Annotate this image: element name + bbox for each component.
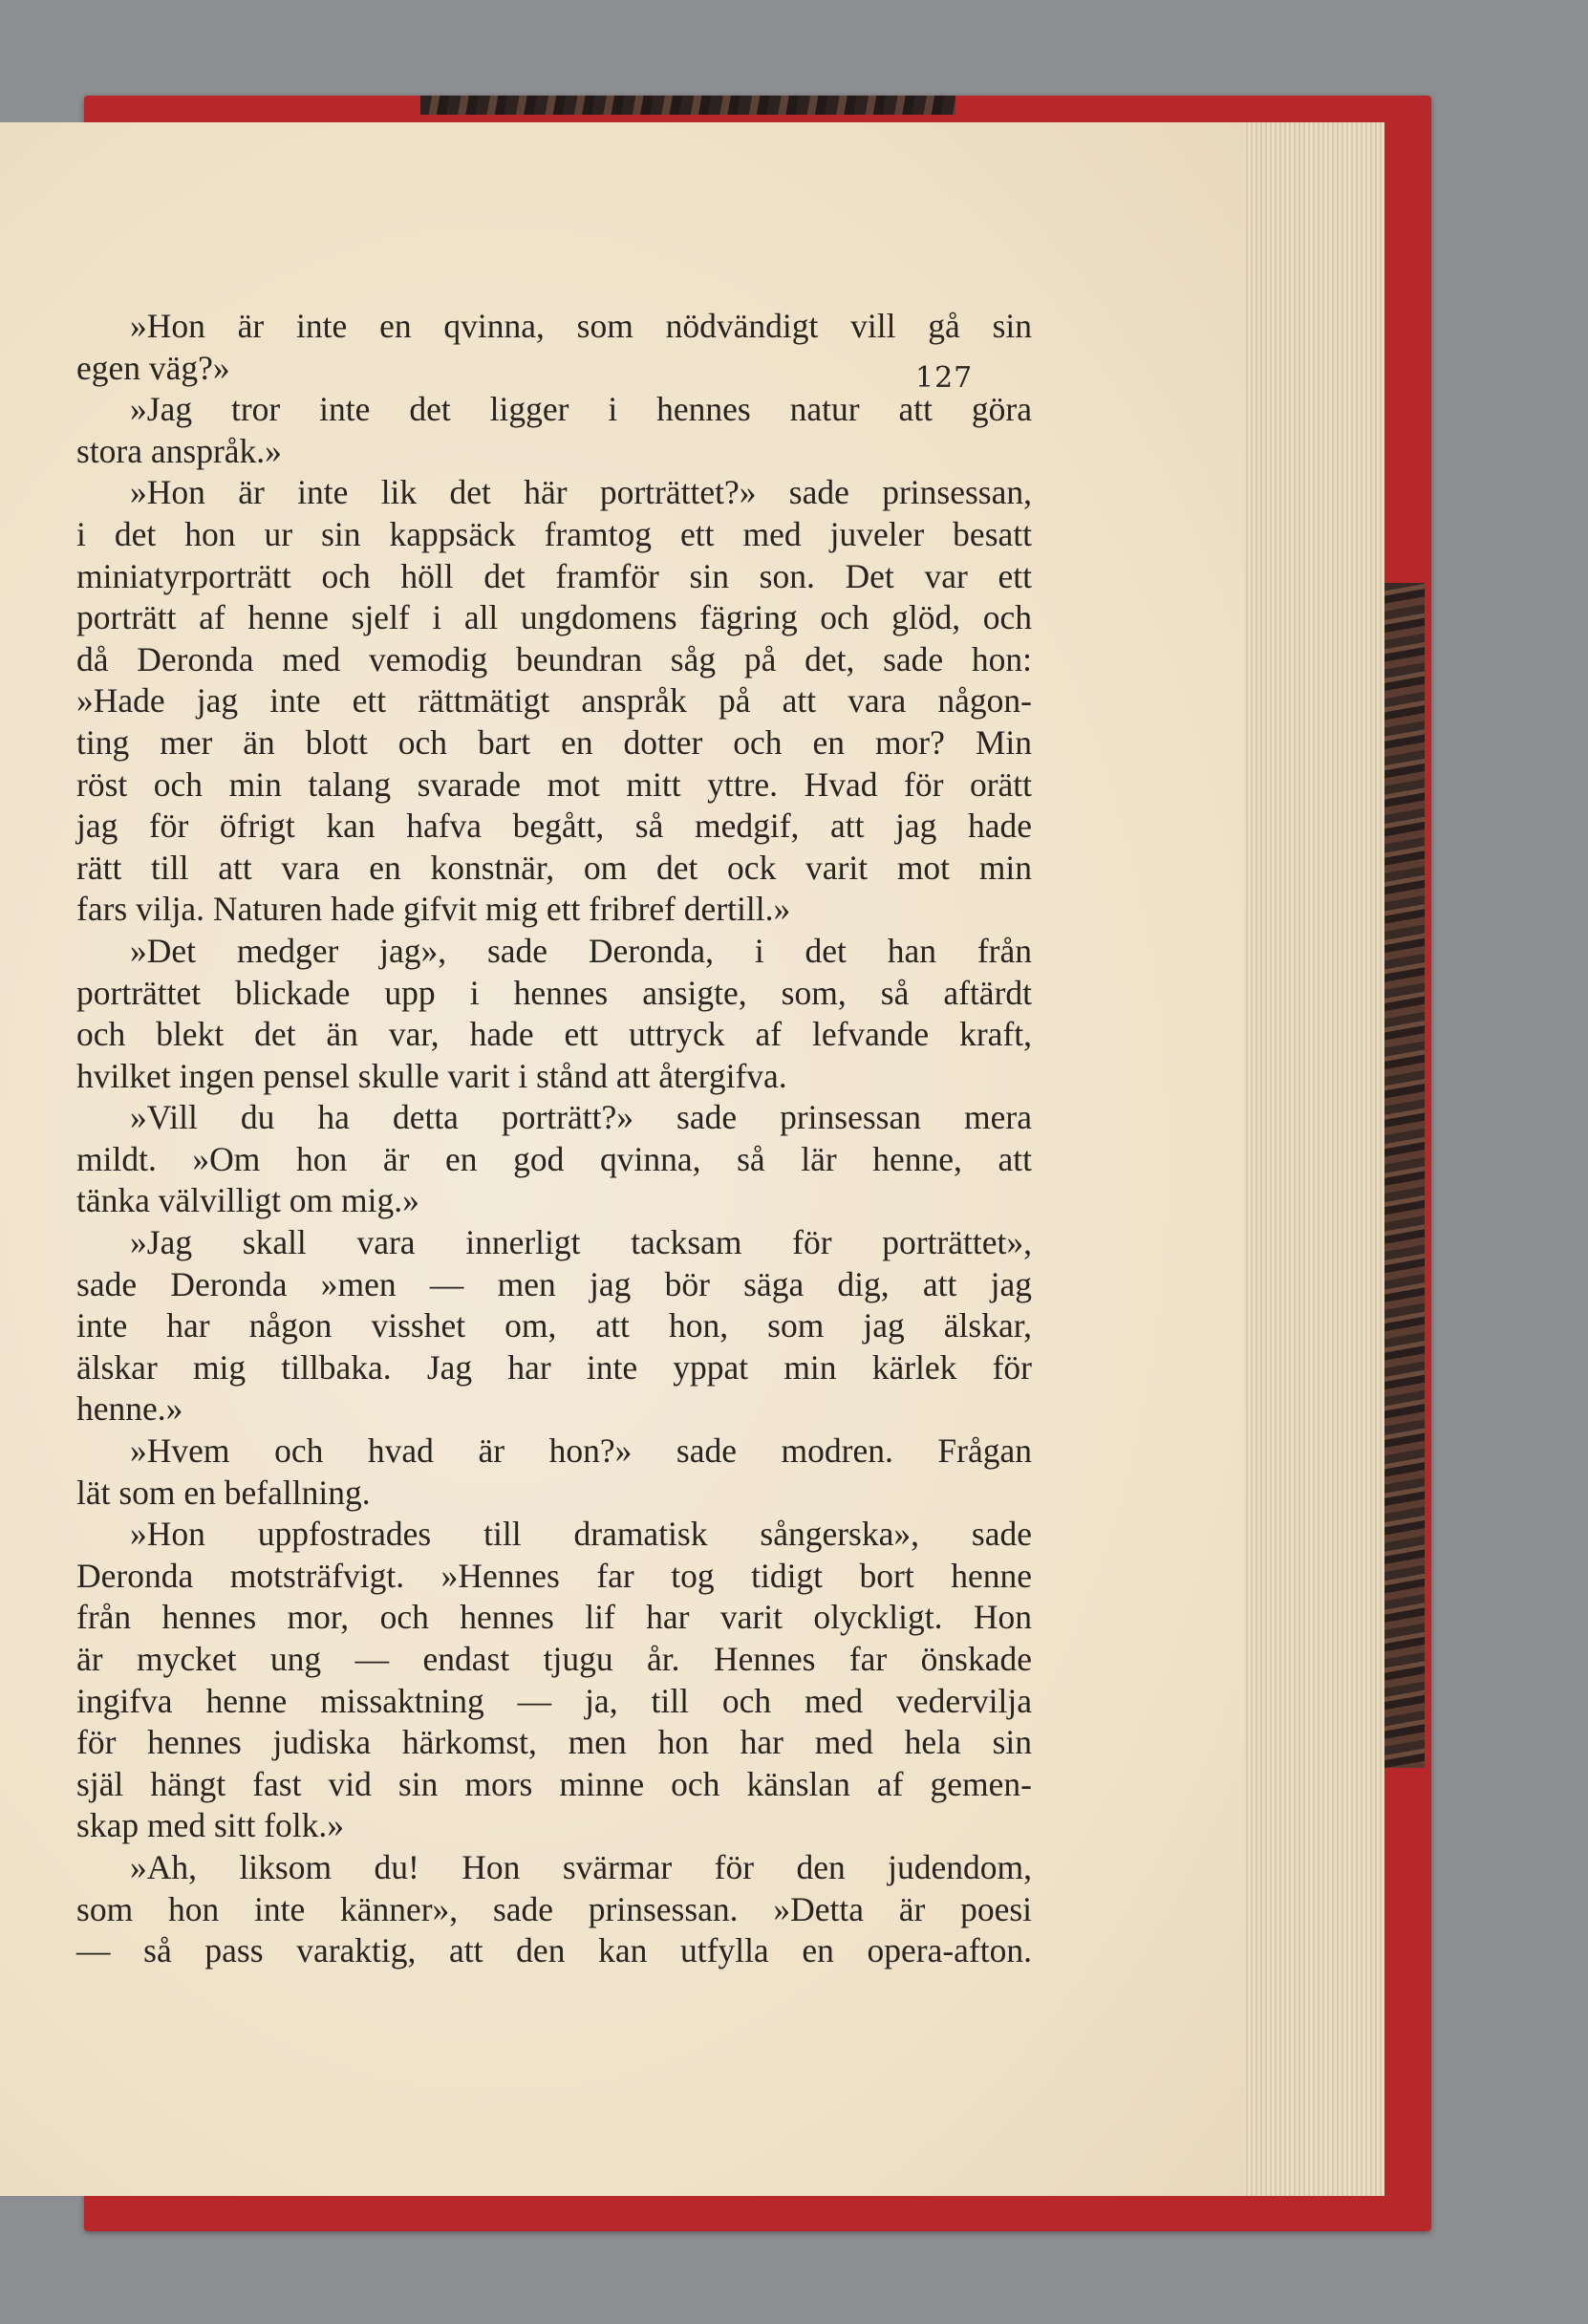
page-number: 127 — [915, 361, 974, 395]
text-line: fars vilja. Naturen hade gifvit mig ett fribref dertill.» — [76, 890, 791, 929]
text-line: röst och min talang svarade mot mitt yttre. Hvad för orätt — [76, 764, 1032, 804]
text-line: skap med sitt folk.» — [76, 1806, 345, 1845]
text-line: själ hängt fast vid sin mors minne och känslan af gemen- — [76, 1764, 1032, 1803]
text-line: »Hon uppfostrades till dramatisk sångerska», sade — [130, 1515, 1032, 1554]
text-line: inte har någon visshet om, att hon, som jag älskar, — [76, 1306, 1032, 1345]
text-line: porträtt af henne sjelf i all ungdomens fägring och glöd, och — [76, 598, 1032, 637]
text-line: som hon inte känner», sade prinsessan. »Detta är poesi — [76, 1889, 1032, 1928]
text-line: »Ah, liksom du! Hon svärmar för den judendom, — [130, 1847, 1032, 1886]
text-line: henne.» — [76, 1389, 183, 1429]
page-block-edge — [1242, 122, 1384, 2196]
text-line: för hennes judiska härkomst, men hon har med hela sin — [76, 1723, 1032, 1762]
marbled-spine — [1381, 583, 1425, 1768]
text-line: stora anspråk.» — [76, 431, 282, 470]
text-line: jag för öfrigt kan hafva begått, så medgif, att jag hade — [76, 807, 1032, 846]
text-line: »Hon är inte lik det här porträttet?» sade prinsessan, — [130, 473, 1032, 512]
text-line: ting mer än blott och bart en dotter och en mor? Min — [76, 722, 1032, 762]
text-line: egen väg?» — [76, 348, 230, 387]
text-line: porträttet blickade upp i hennes ansigte, som, så aftärdt — [76, 973, 1032, 1012]
text-line: tänka välvilligt om mig.» — [76, 1181, 419, 1220]
text-line: »Jag tror inte det ligger i hennes natur att göra — [130, 390, 1032, 429]
text-line: från hennes mor, och hennes lif har varit olyckligt. Hon — [76, 1598, 1032, 1637]
text-line: »Hon är inte en qvinna, som nödvändigt vill gå sin — [130, 307, 1032, 345]
text-line: sade Deronda »men — men jag bör säga dig, att jag — [76, 1264, 1032, 1303]
text-line: ingifva henne missaktning — ja, till och med vedervilja — [76, 1681, 1032, 1720]
text-line: rätt till att vara en konstnär, om det ock varit mot min — [76, 848, 1032, 887]
text-line: — så pass varaktig, att den kan utfylla en opera-afton. — [76, 1931, 1032, 1970]
text-line: är mycket ung — endast tjugu år. Hennes far önskade — [76, 1640, 1032, 1678]
text-line: mildt. »Om hon är en god qvinna, så lär henne, att — [76, 1139, 1032, 1178]
page-text — [76, 306, 1032, 1972]
text-line: och blekt det än var, hade ett uttryck af lefvande kraft, — [76, 1015, 1032, 1054]
text-line: älskar mig tillbaka. Jag har inte yppat min kärlek för — [76, 1347, 1032, 1387]
text-line: lät som en befallning. — [76, 1473, 371, 1512]
text-line: »Hade jag inte ett rättmätigt anspråk på att vara någon- — [76, 681, 1032, 721]
marbled-top-edge — [420, 96, 955, 115]
text-line: hvilket ingen pensel skulle varit i stånd att återgifva. — [76, 1056, 787, 1095]
text-line: »Jag skall vara innerligt tacksam för porträttet», — [130, 1223, 1032, 1262]
text-line: i det hon ur sin kappsäck framtog ett med juveler besatt — [76, 514, 1032, 553]
text-line: Deronda motsträfvigt. »Hennes far tog tidigt bort henne — [76, 1556, 1032, 1595]
text-line: miniatyrporträtt och höll det framför sin son. Det var ett — [76, 556, 1032, 595]
text-line: »Det medger jag», sade Deronda, i det han från — [130, 931, 1032, 970]
text-line: »Vill du ha detta porträtt?» sade prinsessan mera — [130, 1098, 1032, 1137]
text-line: »Hvem och hvad är hon?» sade modren. Frågan — [130, 1431, 1032, 1471]
text-line: då Deronda med vemodig beundran såg på det, sade hon: — [76, 639, 1032, 678]
